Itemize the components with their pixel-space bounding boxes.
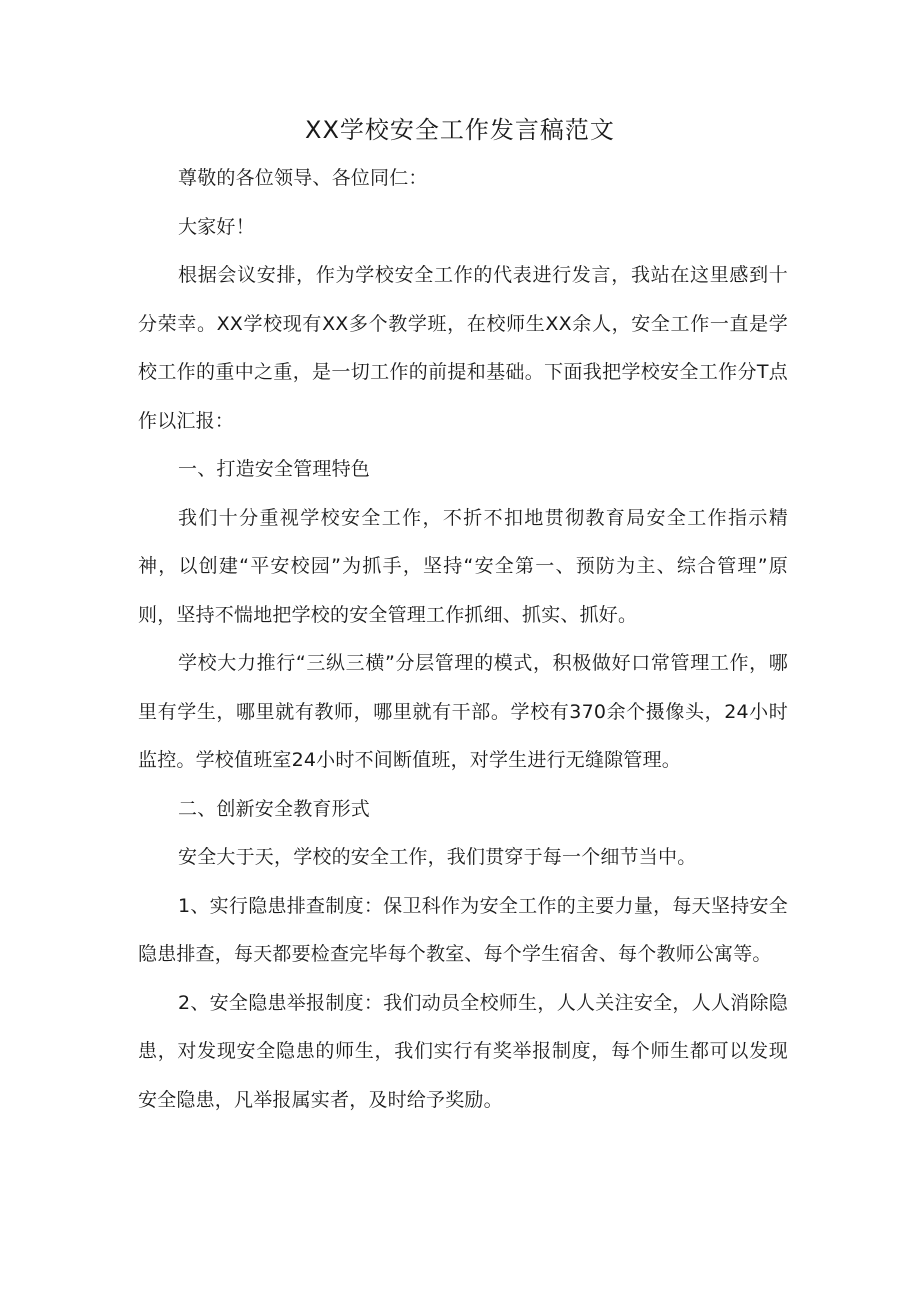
- section-heading-2: 二、创新安全教育形式: [178, 797, 371, 820]
- body-paragraph: 安全大于天，学校的安全工作，我们贯穿于每一个细节当中。: [178, 846, 697, 868]
- salutation: 尊敬的各位领导、各位同仁：: [178, 167, 428, 189]
- list-item-2: 2、安全隐患举报制度：我们动员全校师生，人人关注安全，人人消除隐患，对发现安全隐患的师生，我们实行有奖举报制度，每个师生都可以发现安全隐患，凡举报属实者，及时给予奖励。: [138, 991, 788, 1111]
- document-title: XX学校安全工作发言稿范文: [305, 116, 615, 144]
- intro-paragraph: 根据会议安排，作为学校安全工作的代表进行发言，我站在这里感到十分荣幸。XX学校现有XX多个教学班，在校师生XX余人，安全工作一直是学校工作的重中之重，是一切工作的前提和基础。下面我把学校安全工作分T点作以汇报：: [138, 264, 788, 432]
- document-body: [138, 154, 788, 1124]
- greeting: 大家好！: [178, 215, 255, 238]
- section-heading-1: 一、打造安全管理特色: [178, 458, 371, 480]
- list-item-1: 1、实行隐患排查制度：保卫科作为安全工作的主要力量，每天坚持安全隐患排查，每天都要检查完毕每个教室、每个学生宿舍、每个教师公寓等。: [138, 894, 788, 965]
- body-paragraph: 学校大力推行“三纵三横”分层管理的模式，积极做好口常管理工作，哪里有学生，哪里就有教师，哪里就有干部。学校有370余个摄像头，24小时监控。学校值班室24小时不间断值班，对学生进行无缝隙管理。: [138, 652, 788, 771]
- body-paragraph: 我们十分重视学校安全工作，不折不扣地贯彻教育局安全工作指示精神，以创建“平安校园”为抓手，坚持“安全第一、预防为主、综合管理”原则，坚持不惴地把学校的安全管理工作抓细、抓实、抓好。: [138, 506, 788, 626]
